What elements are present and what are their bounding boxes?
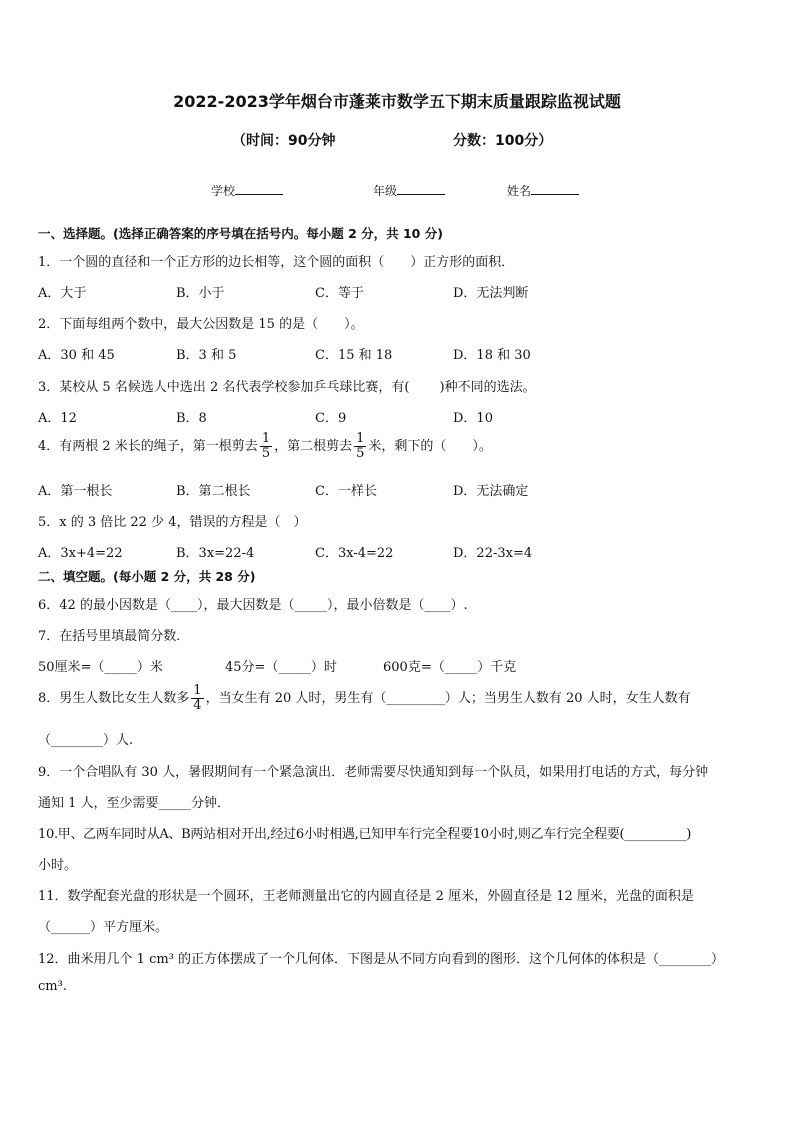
school-label: 学校 <box>211 184 236 198</box>
q5-option-c: C．3x-4=22 <box>315 546 394 561</box>
time-label: （时间：90分钟 <box>232 133 336 149</box>
name-field <box>507 182 579 199</box>
q4-frac1-denominator: 5 <box>261 446 271 461</box>
q8-text-a: 8．男生人数比女生人数多 <box>38 691 190 706</box>
q3-option-b: B．8 <box>176 411 207 426</box>
q5-option-b: B．3x=22-4 <box>176 546 255 561</box>
q1-option-b: B．小于 <box>176 286 225 301</box>
q2-option-a: A．30 和 45 <box>38 348 115 363</box>
question-8-cont: （________）人. <box>38 733 134 748</box>
question-2: 2．下面每组两个数中，最大公因数是 15 的是（ ）。 <box>38 317 364 332</box>
q8-numerator: 1 <box>193 683 202 698</box>
q8-text-b: ，当女生有 20 人时，男生有（_________）人；当男生人数有 20 人时，女生人数有 <box>205 691 691 706</box>
q4-option-d: D．无法确定 <box>453 484 529 499</box>
q4-text-a: 4．有两根 2 米长的绳子，第一根剪去 <box>38 439 258 454</box>
q8-denominator: 4 <box>193 698 202 713</box>
name-label: 姓名 <box>507 184 532 198</box>
q3-option-d: D．10 <box>453 411 493 426</box>
q4-option-b: B．第二根长 <box>176 484 251 499</box>
school-blank <box>235 182 283 195</box>
q3-option-c: C．9 <box>315 411 347 426</box>
q5-option-a: A．3x+4=22 <box>38 546 123 561</box>
question-10: 10.甲、乙两车同时从A、B两站相对开出,经过6小时相遇,已知甲车行完全程要10小时,则乙车行完全程要(__________) <box>38 827 692 842</box>
grade-field <box>373 182 445 199</box>
question-8 <box>38 684 691 713</box>
q7-part-b: 45分=（_____）时 <box>225 660 337 675</box>
q4-frac2-denominator: 5 <box>356 446 365 461</box>
q4-frac1-numerator: 1 <box>261 431 271 446</box>
question-12: 12．曲米用几个 1 cm³ 的正方体摆成了一个几何体．下图是从不同方向看到的图形．这个几何体的体积是（________） <box>38 952 725 967</box>
q4-option-a: A．第一根长 <box>38 484 113 499</box>
question-12-cont: cm³. <box>38 979 67 994</box>
q4-text-c: 米，剩下的（ ）。 <box>368 439 492 454</box>
question-6: 6．42 的最小因数是（____），最大因数是（_____），最小倍数是（____）. <box>38 598 468 613</box>
school-field <box>211 182 283 199</box>
grade-blank <box>397 182 445 195</box>
section2-heading: 二、填空题。(每小题 2 分，共 28 分) <box>38 569 256 584</box>
page-title: 2022-2023学年烟台市蓬莱市数学五下期末质量跟踪监视试题 <box>173 92 621 111</box>
q2-option-b: B．3 和 5 <box>176 348 237 363</box>
q7-part-a: 50厘米=（_____）米 <box>38 660 163 675</box>
grade-label: 年级 <box>373 184 398 198</box>
question-11-cont: （______）平方厘米。 <box>38 920 169 935</box>
name-blank <box>531 182 579 195</box>
question-3: 3．某校从 5 名候选人中选出 2 名代表学校参加乒乓球比赛，有( )种不同的选法。 <box>38 380 536 395</box>
q7-part-c: 600克=（_____）千克 <box>383 660 517 675</box>
q4-fraction-1 <box>260 432 272 461</box>
q2-option-d: D．18 和 30 <box>453 348 531 363</box>
score-label: 分数：100分） <box>453 133 553 149</box>
q8-fraction <box>191 684 203 713</box>
q4-fraction-2 <box>354 432 366 461</box>
question-11: 11．数学配套光盘的形状是一个圆环，王老师测量出它的内圆直径是 2 厘米，外圆直径是 12 厘米，光盘的面积是 <box>38 889 694 904</box>
question-1: 1．一个圆的直径和一个正方形的边长相等，这个圆的面积（ ）正方形的面积． <box>38 255 515 270</box>
question-10-cont: 小时。 <box>38 858 78 873</box>
question-9: 9．一个合唱队有 30 人，暑假期间有一个紧急演出．老师需要尽快通知到每一个队员，如果用打电话的方式，每分钟 <box>38 765 709 780</box>
q4-text-b: ，第二根剪去 <box>274 439 353 454</box>
question-9-cont: 通知 1 人，至少需要_____分钟． <box>38 796 231 811</box>
q5-option-d: D．22-3x=4 <box>453 546 533 561</box>
q3-option-a: A．12 <box>38 411 77 426</box>
q4-frac2-numerator: 1 <box>356 431 365 446</box>
question-5: 5．x 的 3 倍比 22 少 4，错误的方程是（ ） <box>38 515 307 530</box>
question-7: 7．在括号里填最简分数． <box>38 629 190 644</box>
q1-option-d: D．无法判断 <box>453 286 529 301</box>
q1-option-a: A．大于 <box>38 286 87 301</box>
question-4 <box>38 432 492 461</box>
q4-option-c: C．一样长 <box>315 484 377 499</box>
q1-option-c: C．等于 <box>315 286 364 301</box>
q2-option-c: C．15 和 18 <box>315 348 393 363</box>
section1-heading: 一、选择题。(选择正确答案的序号填在括号内。每小题 2 分，共 10 分) <box>38 226 443 241</box>
